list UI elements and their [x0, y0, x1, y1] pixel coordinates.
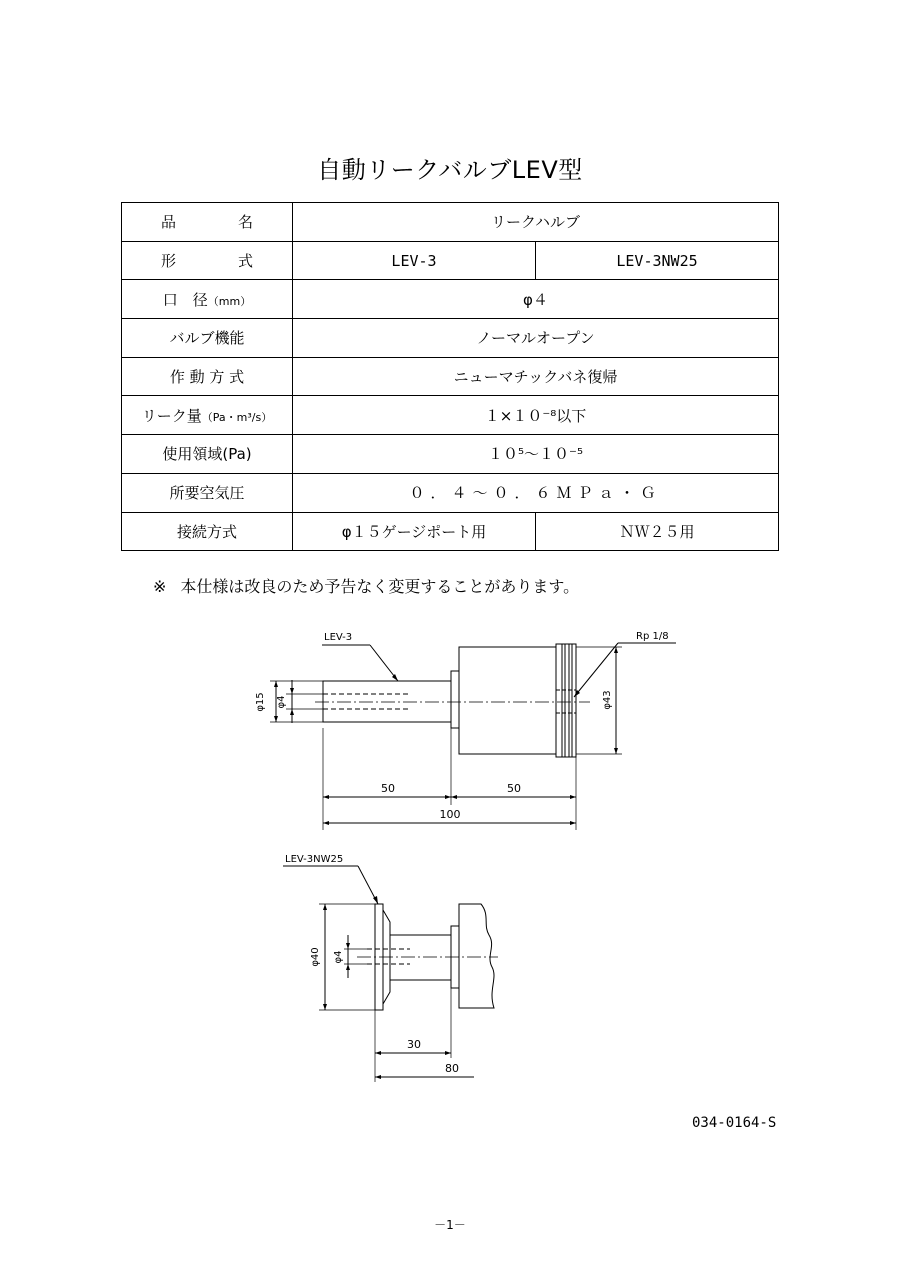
row-label: 所要空気圧	[122, 473, 293, 512]
row-value-lev3: LEV-3	[293, 241, 536, 280]
row-value-lev3nw25: LEV-3NW25	[536, 241, 779, 280]
page-title: 自動リークバルブLEV型	[317, 156, 583, 184]
row-label: 品 名	[122, 203, 293, 242]
row-value: ノーマルオープン	[293, 319, 779, 358]
arrow-head	[323, 904, 327, 910]
model-label-lev3: LEV-3	[324, 632, 353, 643]
spec-note: ※ 本仕様は改良のため予告なく変更することがあります。	[153, 577, 580, 596]
dim-label-phi43: φ43	[602, 690, 613, 710]
arrow-head	[614, 748, 618, 754]
row-value: ニューマチックバネ復帰	[293, 357, 779, 396]
row-label: 作 動 方 式	[122, 357, 293, 396]
row-value: １×１０⁻⁸以下	[293, 396, 779, 435]
dim-label-80: 80	[445, 1062, 459, 1075]
row-value: １０⁵～１０⁻⁵	[293, 435, 779, 474]
row-label: 形 式	[122, 241, 293, 280]
row-label: 接続方式	[122, 512, 293, 551]
collar-outline	[451, 671, 459, 728]
row-label: リーク量（Pa・m³/s）	[122, 396, 293, 435]
arrow-head	[375, 1075, 381, 1079]
arrow-head	[373, 896, 378, 904]
arrow-head	[445, 1051, 451, 1055]
body-outline	[459, 647, 556, 754]
arrow-head	[375, 1051, 381, 1055]
row-value: リークハルブ	[293, 203, 779, 242]
ring-outline	[556, 644, 576, 757]
arrow-head	[445, 795, 451, 799]
row-value-gauge-port: φ１５ゲージポート用	[293, 512, 536, 551]
model-label-lev3nw25: LEV-3NW25	[285, 854, 344, 865]
arrow-head	[451, 795, 457, 799]
row-value: φ４	[293, 280, 779, 319]
dim-label-phi4: φ4	[333, 950, 344, 964]
dim-label-phi4: φ4	[276, 695, 287, 709]
page-number: －1－	[434, 1218, 466, 1232]
drawing-lev3nw25	[283, 854, 498, 1082]
arrow-head	[323, 795, 329, 799]
dim-label-phi15: φ15	[255, 692, 266, 712]
reference-mark: ※	[153, 577, 167, 596]
arrow-head	[290, 688, 294, 694]
dim-label-50b: 50	[507, 782, 521, 795]
row-value-nw25: ＮＷ２５用	[536, 512, 779, 551]
arrow-head	[323, 821, 329, 825]
dim-label-100: 100	[439, 808, 461, 821]
dim-label-50a: 50	[381, 782, 395, 795]
port-label: Rp 1/8	[636, 631, 669, 642]
body-break-outline	[459, 904, 494, 1008]
arrow-head	[346, 964, 350, 970]
row-label: 使用領域(Pa)	[122, 435, 293, 474]
tube-outline	[323, 681, 451, 722]
row-value: ０．４～０．６ＭＰａ・Ｇ	[293, 473, 779, 512]
arrow-head	[274, 681, 278, 687]
row-label: バルブ機能	[122, 319, 293, 358]
arrow-head	[346, 943, 350, 949]
arrow-head	[570, 821, 576, 825]
arrow-head	[274, 716, 278, 722]
dim-label-30: 30	[407, 1038, 421, 1051]
document-number: 034-0164-S	[692, 1115, 777, 1131]
dim-label-phi40: φ40	[310, 947, 321, 967]
arrow-head	[323, 1004, 327, 1010]
arrow-head	[570, 795, 576, 799]
arrow-head	[290, 709, 294, 715]
tube-outline	[390, 935, 451, 980]
row-label: 口 径（mm）	[122, 280, 293, 319]
leader-line	[574, 643, 618, 697]
drawing-lev3	[255, 631, 676, 830]
